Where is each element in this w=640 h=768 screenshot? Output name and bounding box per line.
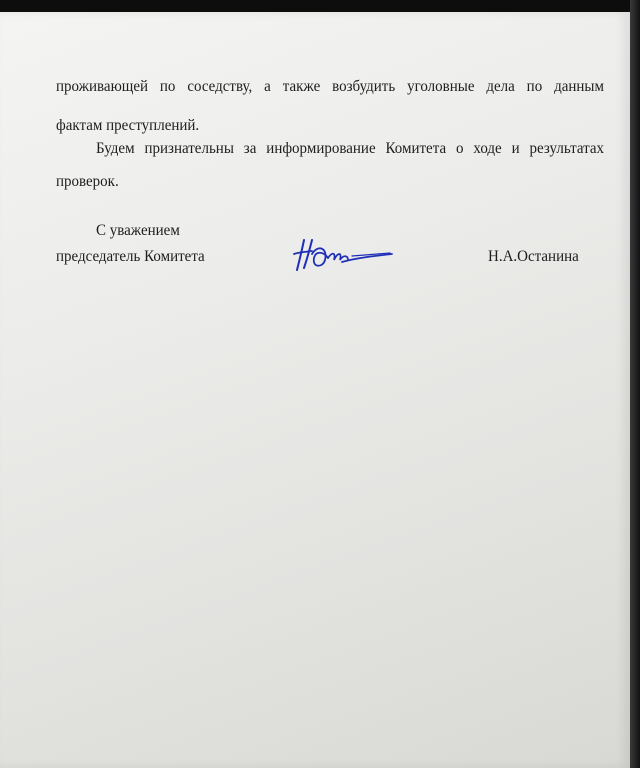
signer-name: Н.А.Останина (488, 248, 579, 266)
signer-position: председатель Комитета (56, 248, 205, 266)
letter-page (0, 12, 630, 768)
body-line-1: проживающей по соседству, а также возбудить уголовные дела по данным (56, 78, 604, 96)
handwritten-signature (292, 230, 394, 278)
closing-phrase: С уважением (96, 222, 180, 240)
body-line-4: проверок. (56, 173, 119, 191)
right-dark-edge (630, 0, 640, 768)
top-dark-band (0, 0, 640, 12)
body-line-3: Будем признательны за информирование Комитета о ходе и результатах (96, 140, 604, 158)
body-line-2: фактам преступлений. (56, 117, 200, 135)
